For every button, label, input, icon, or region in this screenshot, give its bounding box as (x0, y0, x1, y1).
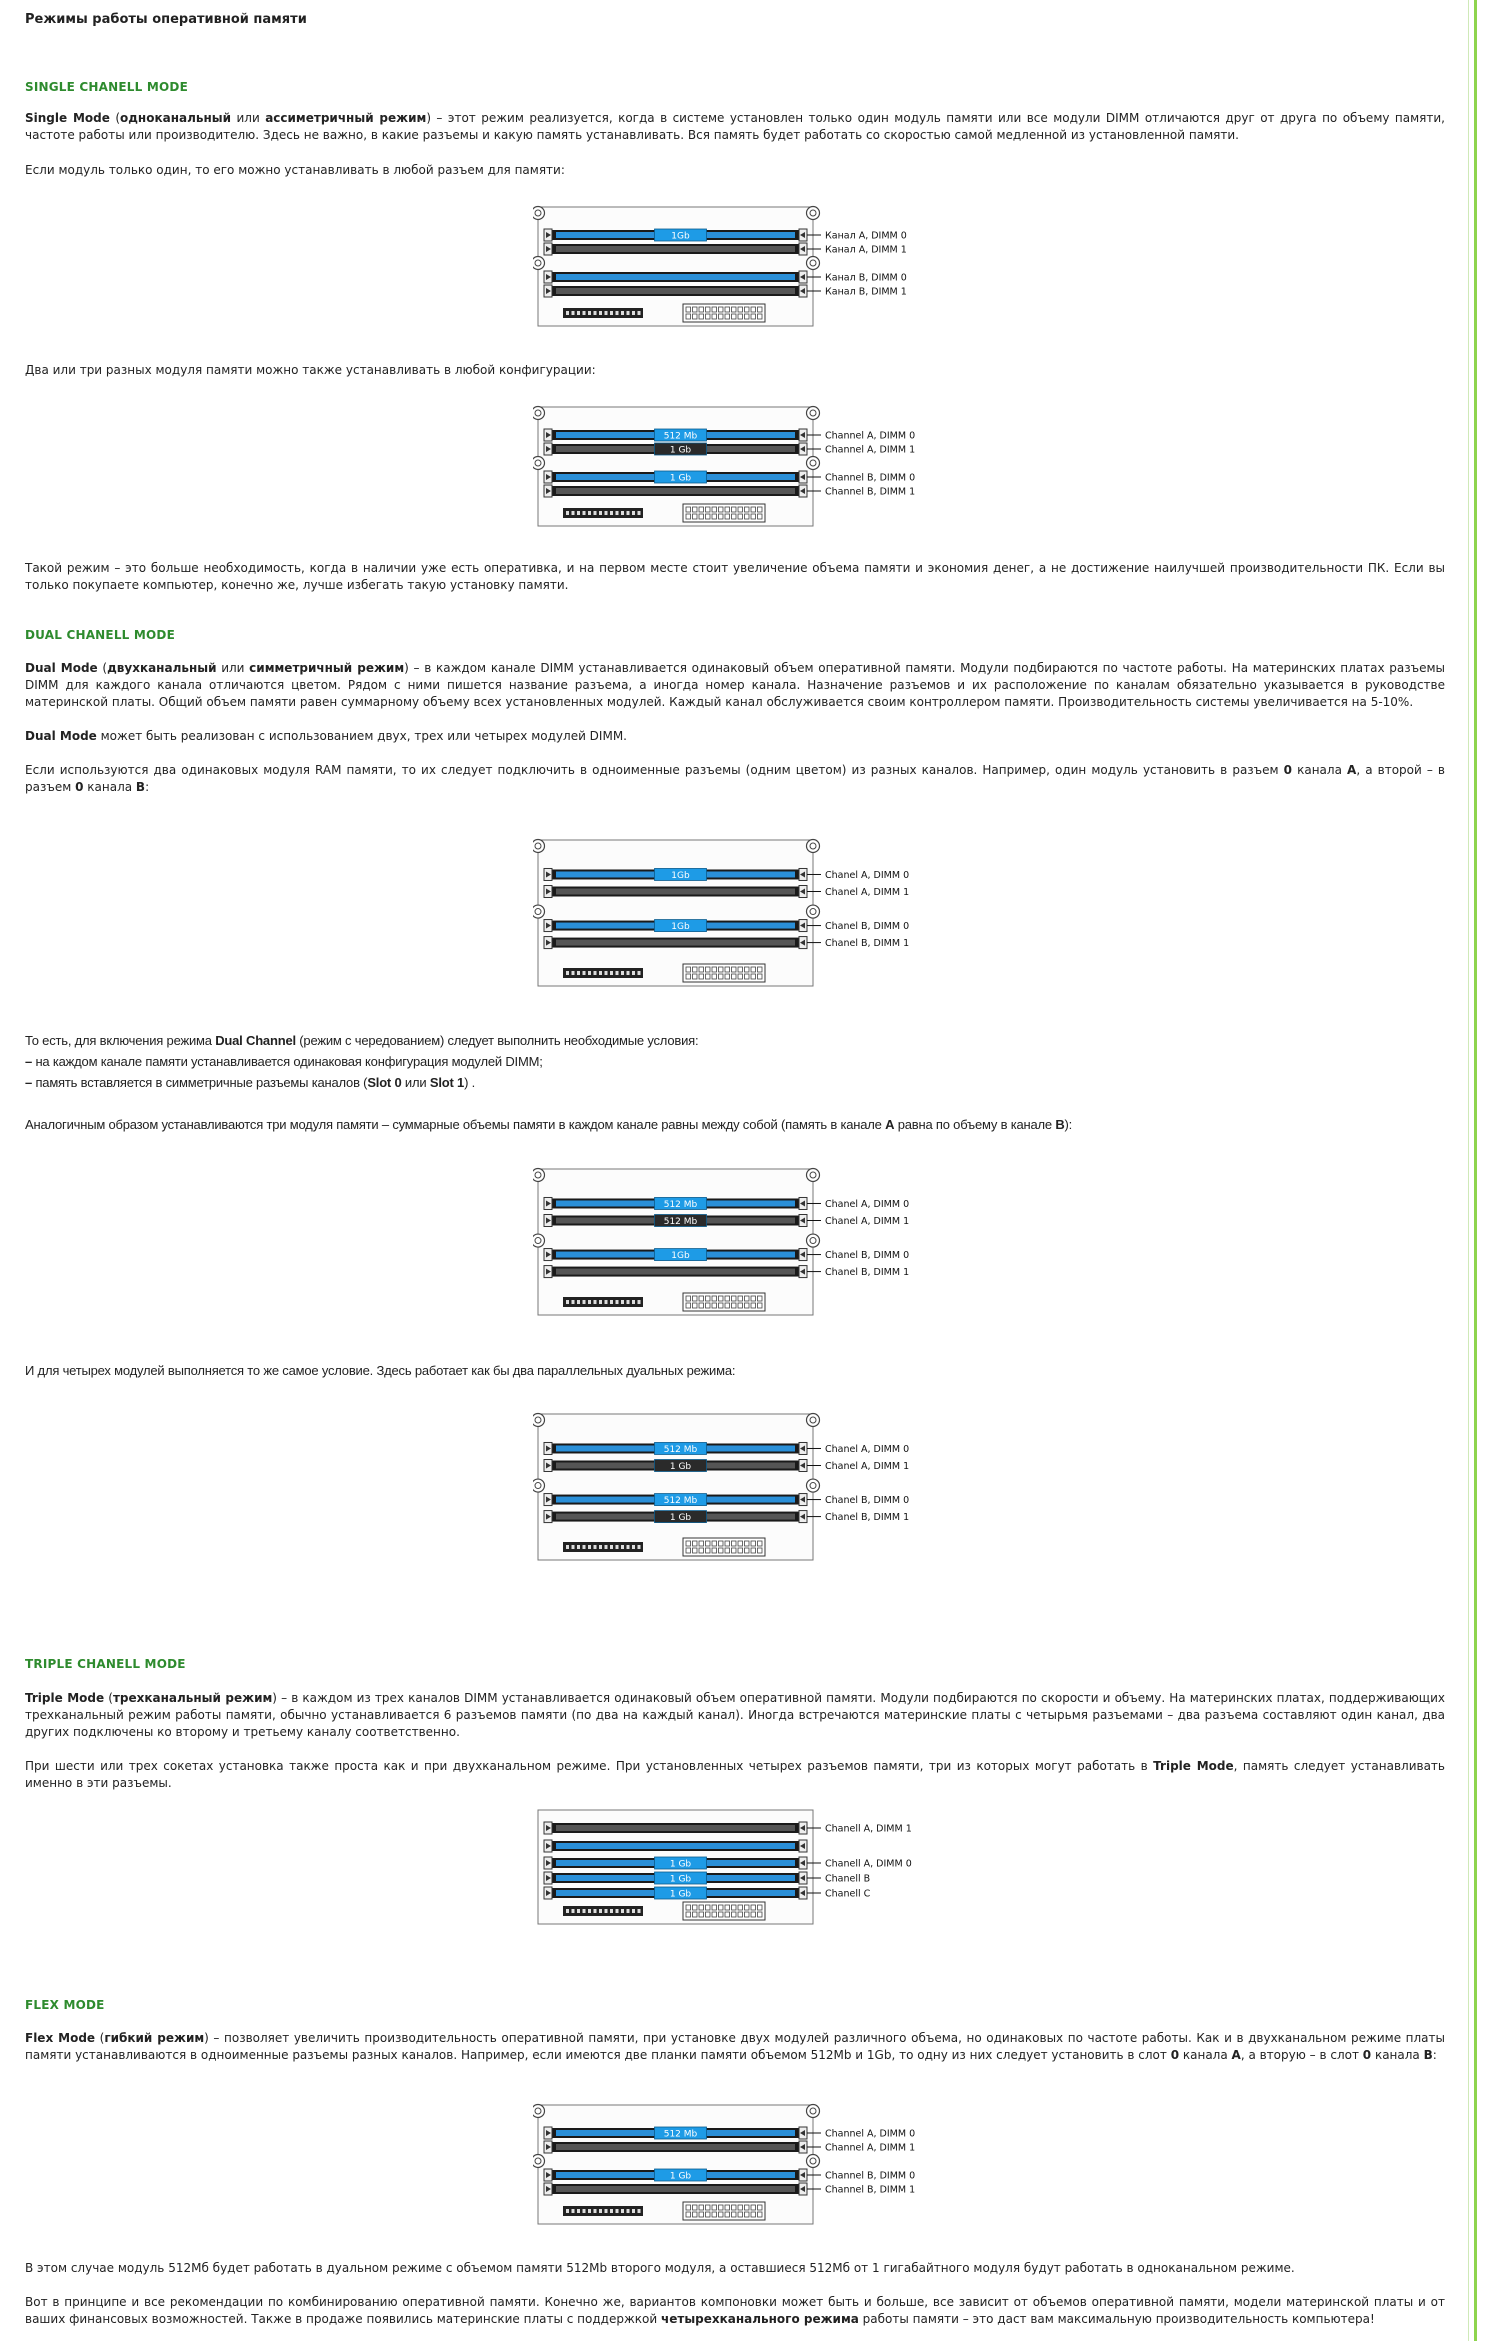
text-run: ) . (464, 1075, 476, 1090)
memory-module-label: 1Gb (671, 1250, 690, 1261)
slot-label: Chanel A, DIMM 1 (825, 1216, 910, 1228)
ide-connector (563, 2206, 643, 2216)
memory-module-label: 1 Gb (669, 1889, 692, 1900)
screw-icon (807, 905, 820, 918)
slot-label: Channel A, DIMM 0 (825, 430, 916, 442)
screw-icon (807, 2155, 820, 2168)
dimm-slot (544, 920, 909, 933)
conclusion-paragraph (25, 2294, 1445, 2328)
screw-icon (807, 840, 820, 853)
slot-label: Channel A, DIMM 1 (825, 2142, 916, 2154)
text-run: ) – в каждом канале DIMM устанавливается одинаковый объем оперативной памяти. Модули подбираются по частоте работы. На материнских платах разъемы DIMM для каждого канала отличаются цветом. Рядом с ними пишется название разъема, а иногда номер канала. Назначение разъемов и их расположение по каналам обязательно указывается в руководстве материнской платы. Общий объем памяти равен суммарному объему всех установленных модулей. Каждый канал обслуживается своим контроллером памяти. Производительность системы увеличивается на 5-10%. (25, 661, 1446, 709)
bold-text: Slot 0 (367, 1075, 402, 1090)
text-run: , память следует устанавливать именно в эти разъемы. (25, 1759, 1445, 1790)
bold-text: Triple Mode (1153, 1759, 1234, 1773)
slot-label: Chanel A, DIMM 0 (825, 869, 910, 881)
dimm-slot (544, 1511, 909, 1524)
slot-label: Канал A, DIMM 1 (825, 244, 907, 256)
dimm-slot (544, 285, 907, 298)
single-multi-module-text: Два или три разных модуля памяти можно также устанавливать в любой конфигурации: (25, 363, 596, 377)
bold-text: B (1055, 1117, 1065, 1132)
bold-text: симметричный режим (249, 661, 405, 675)
page-title: Режимы работы оперативной памяти (25, 12, 307, 27)
dimm-slot (544, 868, 909, 881)
text-run: При шести или трех сокетах установка также проста как и при двухканальном режиме. При установленных четырех разъемов памяти, три из которых могут работать в (25, 1759, 1154, 1773)
right-border-light (1468, 0, 1469, 2341)
text-run: канала (1371, 2048, 1424, 2062)
bold-text: B (1423, 2048, 1433, 2062)
bold-text: двухканальный (107, 661, 217, 675)
bold-text: – (25, 1075, 33, 1090)
slot-label: Channel B, DIMM 1 (825, 2184, 916, 2196)
dual-mode-modules-text (25, 728, 1445, 745)
ide-connector (563, 1297, 643, 1307)
screw-icon (807, 1479, 820, 1492)
dimm-slot (544, 886, 909, 899)
memory-module-label: 512 Mb (663, 1216, 698, 1227)
text-run: : (1432, 2048, 1437, 2062)
bold-text: Triple Mode (25, 1691, 105, 1705)
bold-text: 0 (1170, 2048, 1180, 2062)
slot-label: Chanel A, DIMM 0 (825, 1443, 910, 1455)
ide-connector (563, 308, 643, 318)
bold-text: 0 (1283, 763, 1293, 777)
motherboard-outline (538, 1169, 813, 1315)
slot-label: Chanel B, DIMM 0 (825, 1250, 910, 1262)
text-run: или (401, 1075, 430, 1090)
bold-text: 0 (75, 780, 84, 794)
triple-mode-heading: TRIPLE CHANELL MODE (25, 1657, 186, 1671)
diagram-dual-four-modules (533, 1412, 933, 1564)
slot-label: Chanel A, DIMM 0 (825, 1198, 910, 1210)
text-run: работы памяти – это даст вам максимальную производительность компьютера! (858, 2312, 1375, 2326)
text-run: Если используются два одинаковых модуля RAM памяти, то их следует подключить в одноименные разъемы (одним цветом) из разных каналов. Например, один модуль установить в разъем (25, 763, 1284, 777)
text-run: ) – этот режим реализуется, когда в системе установлен только один модуль памяти или все модули DIMM отличаются друг от друга по объему памяти, частоте работы или производителю. Здесь не важно, в какие разъемы и какую память устанавливать. Вся память будет работать со скоростью самой медленной из установленной памяти. (25, 111, 1445, 142)
single-mode-heading: SINGLE CHANELL MODE (25, 80, 188, 94)
ide-connector (563, 1906, 643, 1916)
dimm-slot (544, 2183, 915, 2196)
memory-module-label: 1Gb (671, 870, 690, 881)
bold-text: A (1231, 2048, 1241, 2062)
text-run: ) – позволяет увеличить производительность оперативной памяти, при установке двух модулей различного объема, но одинаковых по частоте работы. Как и в двухканальном режиме платы памяти устанавливаются в одноименные разъемы разных каналов. Например, если имеются две планки памяти объемом 512Mb и 1Gb, то одну из них следует установить в слот (25, 2031, 1446, 2062)
ide-connector (563, 508, 643, 518)
screw-icon (807, 457, 820, 470)
dimm-slot (544, 1460, 909, 1473)
dimm-slot (544, 1494, 909, 1507)
bold-text: ассиметричный режим (265, 111, 427, 125)
single-one-module-text: Если модуль только один, то его можно устанавливать в любой разъем для памяти: (25, 163, 565, 177)
dimm-slot (544, 243, 907, 256)
bold-text: Dual Mode (25, 729, 97, 743)
dimm-slot (544, 1822, 912, 1835)
bold-text: A (885, 1117, 895, 1132)
flex-mode-heading: FLEX MODE (25, 1998, 105, 2012)
text-run: Вот в принципе и все рекомендации по комбинированию оперативной памяти. Конечно же, вариантов компоновки может быть и больше, все зависит от объемов оперативной памяти, модели материнской платы и от ваших финансовых возможностей. Также в продаже появились материнские платы с поддержкой (25, 2295, 1445, 2326)
slot-label: Channel A, DIMM 0 (825, 2128, 916, 2140)
memory-module-label: 1 Gb (669, 445, 692, 456)
dimm-slot (544, 1857, 912, 1870)
memory-module-label: 1 Gb (669, 1461, 692, 1472)
memory-module-label: 1 Gb (669, 2171, 692, 2182)
dimm-slot (544, 1197, 909, 1210)
memory-module-label: 512 Mb (663, 1199, 698, 1210)
memory-module-label: 512 Mb (663, 1495, 698, 1506)
dimm-slot (544, 443, 915, 456)
dimm-slot (544, 1872, 870, 1885)
bold-text: 0 (1362, 2048, 1372, 2062)
screw-icon (807, 1169, 820, 1182)
diagram-flex-mode (533, 2103, 933, 2228)
bold-text: Slot 1 (429, 1075, 465, 1090)
dimm-slot (544, 937, 909, 950)
bold-text: четырехканального режима (660, 2312, 859, 2326)
slot-label: Канал B, DIMM 0 (825, 272, 907, 284)
single-mode-note: Такой режим – это больше необходимость, когда в наличии уже есть оперативка, и на первом месте стоит увеличение объема памяти и экономия денег, а не достижение наилучшей производительности ПК. Если вы только покупаете компьютер, конечно же, лучше избегать такую установку памяти. (25, 561, 1445, 592)
slot-label: Chanell C (825, 1888, 871, 1900)
text-run: , а второй – в разъем (25, 763, 1446, 794)
bold-text: B (135, 780, 146, 794)
slot-label: Channel B, DIMM 0 (825, 2170, 916, 2182)
screw-icon (807, 257, 820, 270)
slot-label: Channel B, DIMM 1 (825, 486, 916, 498)
slot-label: Chanell A, DIMM 0 (825, 1858, 912, 1870)
dimm-slot (544, 429, 915, 442)
single-mode-paragraph (25, 110, 1445, 144)
text-run: канала (1179, 2048, 1232, 2062)
dimm-slot (544, 2141, 915, 2154)
slot-label: Chanel B, DIMM 0 (825, 1495, 910, 1507)
bold-text: Flex Mode (25, 2031, 96, 2045)
dimm-slot (544, 471, 915, 484)
diagram-dual-three-modules (533, 1167, 933, 1319)
slot-label: Chanel B, DIMM 1 (825, 938, 910, 950)
slot-label: Chanel A, DIMM 1 (825, 887, 910, 899)
dimm-slot (544, 1249, 909, 1262)
slot-label: Канал B, DIMM 1 (825, 286, 907, 298)
slot-label: Channel A, DIMM 1 (825, 444, 916, 456)
diagram-triple-mode (533, 1808, 933, 1928)
dual-three-modules-text (25, 1116, 1445, 1133)
slot-label: Канал A, DIMM 0 (825, 230, 907, 242)
slot-label: Chanel B, DIMM 1 (825, 1267, 910, 1279)
text-run: ): (1064, 1117, 1073, 1132)
dimm-slot (544, 2169, 915, 2182)
bold-text: трехканальный режим (112, 1691, 273, 1705)
bold-text: Dual Channel (215, 1033, 296, 1048)
text-run: или (231, 111, 266, 125)
dimm-slot (544, 485, 915, 498)
bold-text: гибкий режим (104, 2031, 205, 2045)
memory-module-label: 1 Gb (669, 1874, 692, 1885)
motherboard-outline (538, 840, 813, 986)
screw-icon (807, 207, 820, 220)
text-run: ( (109, 111, 120, 125)
dimm-slot (544, 2127, 915, 2140)
text-run: или (216, 661, 250, 675)
dual-condition-2 (25, 1074, 1445, 1091)
text-run: ) – в каждом из трех каналов DIMM устанавливается одинаковый объем оперативной памяти. Модули подбираются по скорости и объему. На материнских платах, поддерживающих трехканальный режим работы памяти, обычно устанавливается 6 разъемов памяти (по два на каждый канал). Иногда встречаются материнские платы с четырьмя разъемами – два разъема составляют один канал, два других подключены ко второму и третьему каналу соответственно. (25, 1691, 1446, 1739)
dual-conditions-intro (25, 1032, 1445, 1049)
text-run: канала (1292, 763, 1348, 777)
memory-module-label: 1 Gb (669, 1512, 692, 1523)
bold-text: одноканальный (120, 111, 232, 125)
flex-mode-paragraph (25, 2030, 1445, 2064)
text-run: равна по объему в канале (894, 1117, 1056, 1132)
dimm-slot (544, 1840, 807, 1852)
text-run: Аналогичным образом устанавливаются три модуля памяти – суммарные объемы памяти в каждом канале равны между собой (память в канале (25, 1117, 886, 1132)
flex-mode-note: В этом случае модуль 512Мб будет работать в дуальном режиме с объемом памяти 512Mb второго модуля, а оставшиеся 512Мб от 1 гигабайтного модуля будут работать в одноканальном режиме. (25, 2261, 1295, 2275)
ide-connector (563, 968, 643, 978)
memory-module-label: 1 Gb (669, 1859, 692, 1870)
dimm-slot (544, 229, 907, 242)
dimm-slot (544, 1887, 871, 1900)
right-border (1474, 0, 1477, 2341)
memory-module-label: 512 Mb (663, 2129, 698, 2140)
slot-label: Channel B, DIMM 0 (825, 472, 916, 484)
text-run: , а вторую – в слот (1240, 2048, 1363, 2062)
text-run: на каждом канале памяти устанавливается одинаковая конфигурация модулей DIMM; (32, 1054, 543, 1069)
screw-icon (807, 2105, 820, 2118)
text-run: (режим с чередованием) следует выполнить необходимые условия: (295, 1033, 699, 1048)
dimm-slot (544, 1266, 909, 1279)
diagram-single-multi-module (533, 405, 933, 530)
text-run: ( (104, 1691, 113, 1705)
text-run: То есть, для включения режима (25, 1033, 216, 1048)
slot-label: Chanell B (825, 1873, 871, 1885)
dual-mode-paragraph (25, 660, 1445, 711)
bold-text: Dual Mode (25, 661, 98, 675)
bold-text: Single Mode (25, 111, 110, 125)
memory-module-label: 1 Gb (669, 473, 692, 484)
memory-module-label: 1Gb (671, 921, 690, 932)
slot-label: Chanel B, DIMM 1 (825, 1512, 910, 1524)
ide-connector (563, 1542, 643, 1552)
memory-module-label: 512 Mb (663, 1444, 698, 1455)
triple-mode-paragraph (25, 1690, 1445, 1741)
memory-module-label: 512 Mb (663, 431, 698, 442)
dimm-slot (544, 1215, 909, 1228)
triple-mode-sockets-text (25, 1758, 1445, 1792)
diagram-dual-two-modules (533, 838, 933, 990)
dual-four-modules-text: И для четырех модулей выполняется то же самое условие. Здесь работает как бы два параллельных дуальных режима: (25, 1363, 736, 1378)
text-run: ( (95, 2031, 105, 2045)
text-run: канала (83, 780, 136, 794)
screw-icon (807, 407, 820, 420)
dual-mode-heading: DUAL CHANELL MODE (25, 628, 175, 642)
dimm-slot (544, 1442, 909, 1455)
screw-icon (807, 1234, 820, 1247)
bold-text: – (25, 1054, 33, 1069)
text-run: память вставляется в симметричные разъемы каналов ( (32, 1075, 368, 1090)
screw-icon (807, 1414, 820, 1427)
text-run: ( (97, 661, 108, 675)
text-run: : (145, 780, 150, 794)
dual-condition-1 (25, 1053, 1445, 1070)
dual-mode-example-text (25, 762, 1445, 796)
memory-module-label: 1Gb (671, 231, 690, 242)
motherboard-outline (538, 1414, 813, 1560)
slot-label: Chanell A, DIMM 1 (825, 1823, 912, 1835)
diagram-single-one-module (533, 205, 933, 330)
dimm-slot (544, 271, 907, 284)
text-run: может быть реализован с использованием двух, трех или четырех модулей DIMM. (96, 729, 627, 743)
bold-text: A (1347, 763, 1357, 777)
slot-label: Chanel A, DIMM 1 (825, 1461, 910, 1473)
slot-label: Chanel B, DIMM 0 (825, 921, 910, 933)
